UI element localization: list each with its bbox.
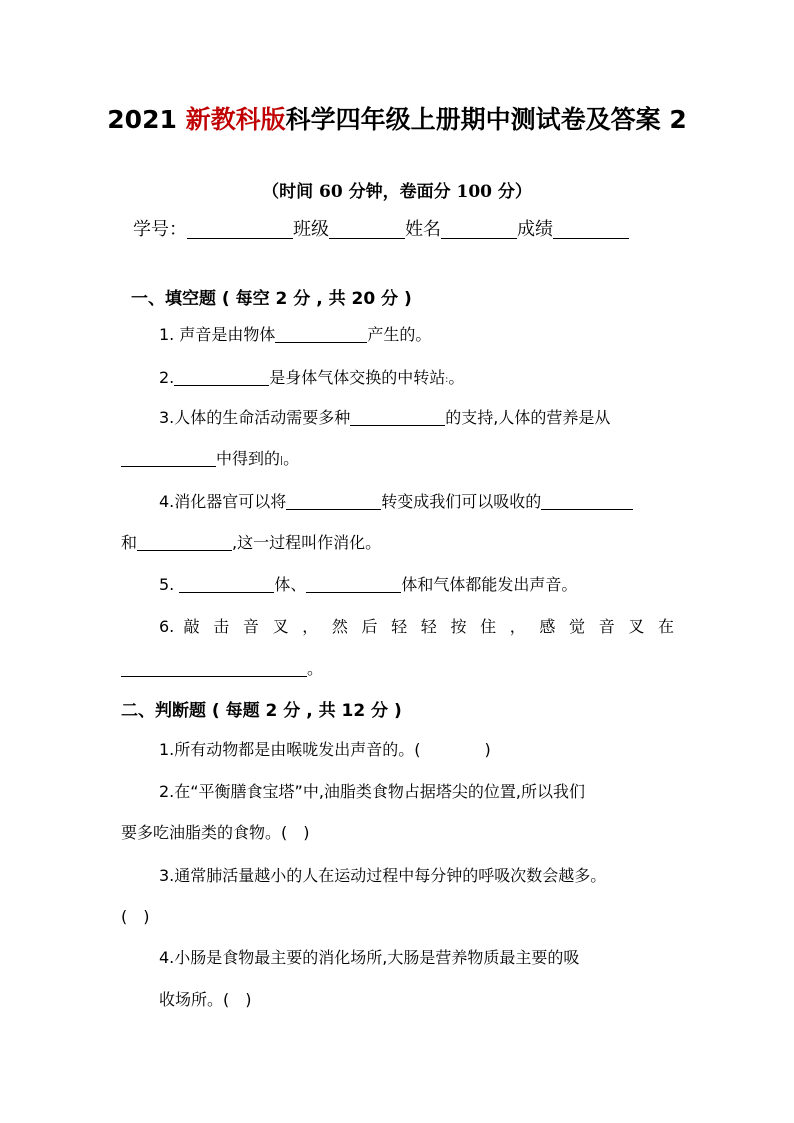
fill-question-6-line2 (121, 656, 323, 682)
title-year: 2021 (107, 105, 177, 134)
q6-blank[interactable] (121, 658, 307, 677)
fill-question-2 (159, 365, 464, 393)
name-blank[interactable] (441, 216, 517, 239)
q3-blank-2[interactable] (121, 448, 216, 467)
q3-text-mid: 的支持,人体的营养是从 (445, 408, 611, 427)
q5-number: 5. (159, 575, 180, 594)
q3-mark: | (280, 456, 284, 466)
q2-text: 是身体气体交换的中转站 (269, 368, 446, 387)
fill-question-3-line1 (159, 405, 610, 431)
q4-blank-2[interactable] (541, 491, 633, 510)
q3-blank-1[interactable] (350, 407, 445, 426)
judge-question-4-line2: 收场所。( ) (159, 990, 252, 1009)
student-id-label: 学号： (133, 219, 187, 240)
q3-period: 。 (283, 449, 300, 468)
q2-mark: : (445, 375, 449, 385)
q4-text-mid: 转变成我们可以吸收的 (381, 492, 542, 511)
q4-text-end: ,这一过程叫作消化。 (232, 533, 382, 552)
q1-text-end: 产生的。 (367, 325, 432, 344)
section1-heading: 一、填空题 ( 每空 2 分 , 共 20 分 ) (131, 289, 412, 309)
q3-text-end: 中得到的 (216, 449, 281, 468)
score-blank[interactable] (553, 216, 629, 239)
q4-and: 和 (121, 533, 138, 552)
q2-number: 2. (159, 368, 175, 387)
q2-text-end: 。 (448, 368, 465, 387)
student-id-blank[interactable] (187, 216, 293, 239)
fill-question-6-line1 (159, 614, 674, 640)
q5-text-mid: 体、 (274, 575, 307, 594)
title-rest: 科学四年级上册期中测试卷及答案 2 (285, 105, 687, 134)
q3-text-start: 3.人体的生命活动需要多种 (159, 408, 351, 427)
judge-question-4-line1: 4.小肠是食物最主要的消化场所,大肠是营养物质最主要的吸 (159, 948, 580, 967)
q1-text-start: 1. 声音是由物体 (159, 325, 276, 344)
class-label: 班级 (293, 219, 329, 240)
q4-text-start: 4.消化器官可以将 (159, 492, 287, 511)
title-edition: 新教科版 (185, 105, 286, 134)
student-info-row (133, 215, 629, 245)
q5-text-end: 体和气体都能发出声音。 (401, 575, 578, 594)
fill-question-1 (159, 322, 431, 348)
fill-question-4-line1 (159, 489, 633, 515)
q5-blank-1[interactable] (179, 574, 274, 593)
judge-question-3-line1: 3.通常肺活量越小的人在运动过程中每分钟的呼吸次数会越多。 (159, 866, 607, 885)
q4-blank-3[interactable] (137, 532, 232, 551)
section2-heading: 二、判断题 ( 每题 2 分 , 共 12 分 ) (121, 701, 402, 721)
judge-question-3-line2: ( ) (121, 907, 150, 926)
fill-question-5 (159, 572, 577, 598)
judge-question-1: 1.所有动物都是由喉咙发出声音的。( ) (159, 740, 491, 759)
q4-blank-1[interactable] (286, 491, 381, 510)
class-blank[interactable] (329, 216, 405, 239)
q5-blank-2[interactable] (306, 574, 401, 593)
q6-period: 。 (307, 659, 324, 678)
q2-blank[interactable] (174, 367, 269, 386)
score-label: 成绩 (517, 219, 553, 240)
q6-text: 6. 敲 击 音 叉 ， 然 后 轻 轻 按 住 ， 感 觉 音 叉 在 (159, 617, 674, 636)
page-title (0, 103, 794, 137)
fill-question-3-line2 (121, 446, 299, 474)
fill-question-4-line2 (121, 530, 381, 556)
q1-blank[interactable] (275, 324, 367, 343)
name-label: 姓名 (405, 219, 441, 240)
judge-question-2-line1: 2.在“平衡膳食宝塔”中,油脂类食物占据塔尖的位置,所以我们 (159, 782, 586, 801)
exam-subtitle: （时间 60 分钟，卷面分 100 分） (262, 182, 532, 202)
judge-question-2-line2: 要多吃油脂类的食物。( ) (121, 823, 310, 842)
